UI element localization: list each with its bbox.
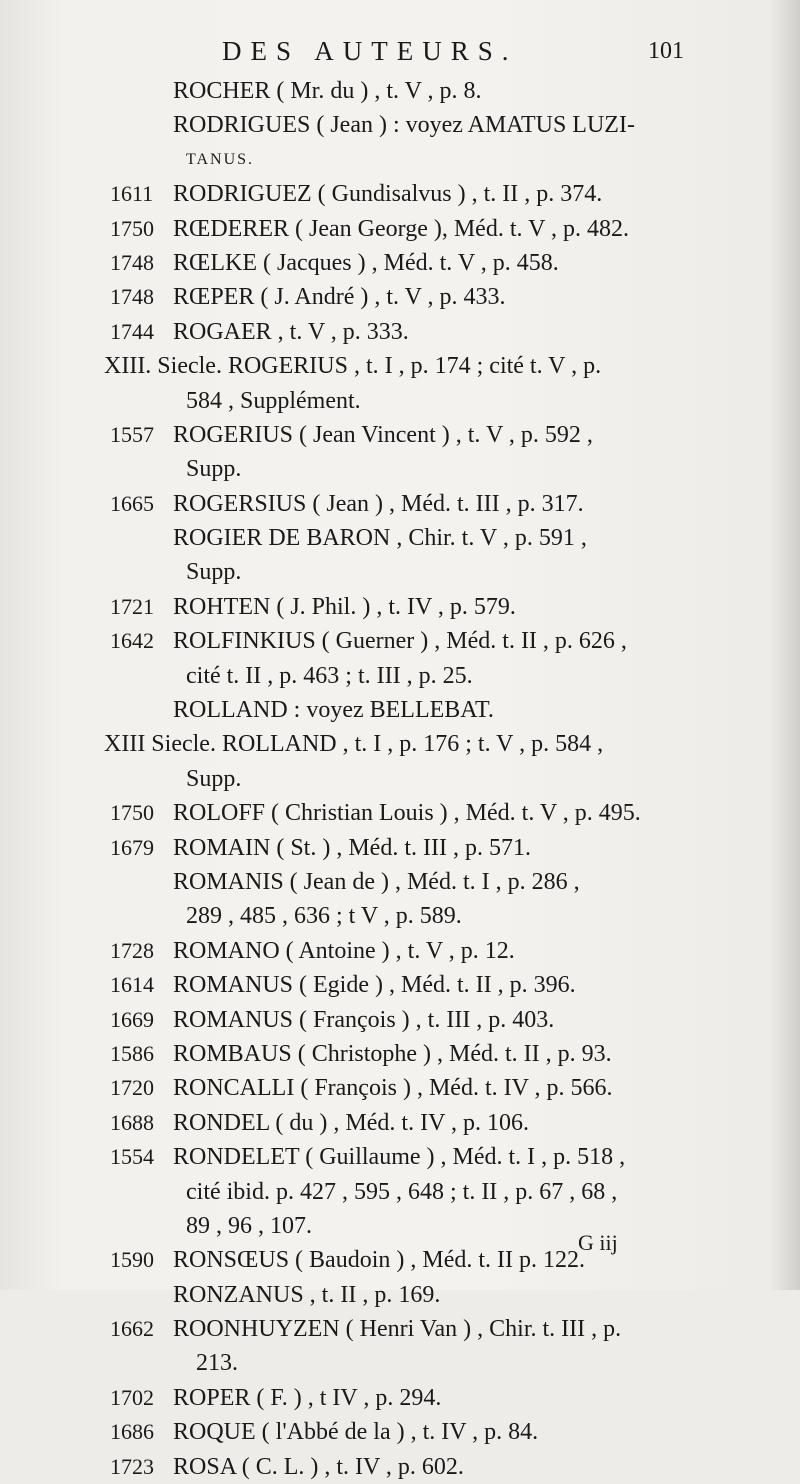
entry-text: ROSA ( C. L. ) , t. IV , p. 602. xyxy=(173,1453,464,1480)
index-entry xyxy=(0,418,800,452)
entry-date: 1557 xyxy=(110,421,154,447)
entry-date: 1554 xyxy=(110,1144,154,1170)
index-entry xyxy=(0,659,800,693)
index-entry xyxy=(0,74,800,108)
entry-text: ROMANUS ( Egide ) , Méd. t. II , p. 396. xyxy=(173,972,576,999)
entry-date: 1686 xyxy=(110,1419,154,1445)
entry-text: ROPER ( F. ) , t IV , p. 294. xyxy=(173,1384,442,1411)
entry-text: ROMANO ( Antoine ) , t. V , p. 12. xyxy=(173,937,515,964)
entry-text: cité t. II , p. 463 ; t. III , p. 25. xyxy=(186,662,473,689)
entry-date: 1702 xyxy=(110,1384,154,1410)
entry-date: 1688 xyxy=(110,1109,154,1135)
index-entry xyxy=(0,1140,800,1174)
entry-date: 1662 xyxy=(110,1316,154,1342)
index-entry xyxy=(0,555,800,589)
entry-text: RŒDERER ( Jean George ), Méd. t. V , p. 482. xyxy=(173,215,629,242)
index-entry xyxy=(0,1106,800,1140)
entry-date: 1744 xyxy=(110,318,154,344)
entry-date: 1728 xyxy=(110,937,154,963)
index-entry xyxy=(0,796,800,830)
entry-text: ROMBAUS ( Christophe ) , Méd. t. II , p. 93. xyxy=(173,1040,612,1067)
entry-text: ROLFINKIUS ( Guerner ) , Méd. t. II , p. 626 , xyxy=(173,628,627,655)
index-entry xyxy=(0,831,800,865)
index-entry xyxy=(0,246,800,280)
entry-text: ROGAER , t. V , p. 333. xyxy=(173,318,409,345)
page-number: 101 xyxy=(648,38,684,64)
entry-text: ROMANIS ( Jean de ) , Méd. t. I , p. 286 , xyxy=(173,868,580,895)
index-entry xyxy=(0,624,800,658)
entry-date: 1748 xyxy=(110,249,154,275)
index-entry xyxy=(0,1312,800,1346)
entry-text: ROGIER DE BARON , Chir. t. V , p. 591 , xyxy=(173,525,587,552)
index-entry xyxy=(0,899,800,933)
index-entry xyxy=(0,934,800,968)
index-entry xyxy=(0,143,800,177)
index-entry xyxy=(0,384,800,418)
entry-text: RONZANUS , t. II , p. 169. xyxy=(173,1281,441,1308)
entry-text: ROMAIN ( St. ) , Méd. t. III , p. 571. xyxy=(173,834,531,861)
index-entry xyxy=(0,1209,800,1243)
entry-text: RODRIGUEZ ( Gundisalvus ) , t. II , p. 374. xyxy=(173,181,603,208)
index-entry xyxy=(0,865,800,899)
entry-text: RONSŒUS ( Baudoin ) , Méd. t. II p. 122. xyxy=(173,1247,585,1274)
index-entry xyxy=(0,177,800,211)
index-entry xyxy=(0,1003,800,1037)
entry-text: ROGERIUS ( Jean Vincent ) , t. V , p. 592 , xyxy=(173,421,593,448)
index-entry xyxy=(0,590,800,624)
index-entry xyxy=(0,693,800,727)
index-entry xyxy=(0,315,800,349)
entry-date: 1748 xyxy=(110,284,154,310)
entry-text: RONCALLI ( François ) , Méd. t. IV , p. 566. xyxy=(173,1075,613,1102)
entry-date: 1723 xyxy=(110,1453,154,1479)
index-entry xyxy=(0,1415,800,1449)
entry-date: 1720 xyxy=(110,1075,154,1101)
author-index-list xyxy=(0,74,800,1484)
entry-text: ROLOFF ( Christian Louis ) , Méd. t. V , p. 495. xyxy=(173,800,641,827)
entry-date: 1590 xyxy=(110,1247,154,1273)
entry-text: ROQUE ( l'Abbé de la ) , t. IV , p. 84. xyxy=(173,1419,539,1446)
entry-text: XIII Siecle. ROLLAND , t. I , p. 176 ; t. V , p. 584 , xyxy=(104,731,604,758)
entry-text: TANUS. xyxy=(186,150,255,168)
entry-date: 1679 xyxy=(110,834,154,860)
running-head: DES AUTEURS. xyxy=(222,36,518,66)
entry-text: 89 , 96 , 107. xyxy=(186,1212,312,1239)
page-header xyxy=(0,36,800,76)
entry-text: ROCHER ( Mr. du ) , t. V , p. 8. xyxy=(173,78,482,104)
index-entry xyxy=(0,108,800,142)
entry-date: 1669 xyxy=(110,1006,154,1032)
index-entry xyxy=(0,452,800,486)
entry-text: 289 , 485 , 636 ; t V , p. 589. xyxy=(186,903,462,930)
index-entry xyxy=(0,762,800,796)
index-entry xyxy=(0,1278,800,1312)
entry-date: 1586 xyxy=(110,1040,154,1066)
entry-text: 584 , Supplément. xyxy=(186,387,361,414)
index-entry xyxy=(0,1346,800,1380)
entry-date: 1750 xyxy=(110,800,154,826)
entry-text: Supp. xyxy=(186,559,242,586)
entry-text: RONDELET ( Guillaume ) , Méd. t. I , p. 518 , xyxy=(173,1144,626,1171)
entry-text: ROGERSIUS ( Jean ) , Méd. t. III , p. 317. xyxy=(173,490,584,517)
entry-text: RŒPER ( J. André ) , t. V , p. 433. xyxy=(173,284,506,311)
entry-date: 1611 xyxy=(110,181,154,207)
entry-date: 1750 xyxy=(110,215,154,241)
entry-text: cité ibid. p. 427 , 595 , 648 ; t. II , p. 67 , 68 , xyxy=(186,1178,618,1205)
index-entry xyxy=(0,727,800,761)
entry-text: RODRIGUES ( Jean ) : voyez AMATUS LUZI- xyxy=(173,112,635,139)
entry-date: 1721 xyxy=(110,593,154,619)
entry-text: Supp. xyxy=(186,456,242,483)
entry-text: RONDEL ( du ) , Méd. t. IV , p. 106. xyxy=(173,1109,529,1136)
entry-text: ROHTEN ( J. Phil. ) , t. IV , p. 579. xyxy=(173,593,516,620)
index-entry xyxy=(0,1175,800,1209)
entry-text: 213. xyxy=(196,1350,238,1377)
entry-text: ROMANUS ( François ) , t. III , p. 403. xyxy=(173,1006,555,1033)
index-entry xyxy=(0,280,800,314)
entry-date: 1614 xyxy=(110,972,154,998)
index-entry xyxy=(0,212,800,246)
entry-text: RŒLKE ( Jacques ) , Méd. t. V , p. 458. xyxy=(173,249,559,276)
index-entry xyxy=(0,349,800,383)
index-entry xyxy=(0,1381,800,1415)
index-entry xyxy=(0,487,800,521)
index-entry xyxy=(0,1037,800,1071)
signature-mark: G iij xyxy=(578,1230,618,1255)
entry-text: ROLLAND : voyez BELLEBAT. xyxy=(173,697,494,724)
index-entry xyxy=(0,1071,800,1105)
entry-text: XIII. Siecle. ROGERIUS , t. I , p. 174 ; cité t. V , p. xyxy=(104,353,602,380)
entry-text: Supp. xyxy=(186,765,242,792)
index-entry xyxy=(0,968,800,1002)
entry-text: ROONHUYZEN ( Henri Van ) , Chir. t. III , p. xyxy=(173,1316,622,1343)
index-entry xyxy=(0,1243,800,1277)
entry-date: 1642 xyxy=(110,628,154,654)
index-entry xyxy=(0,1450,800,1484)
index-entry xyxy=(0,521,800,555)
entry-date: 1665 xyxy=(110,490,154,516)
